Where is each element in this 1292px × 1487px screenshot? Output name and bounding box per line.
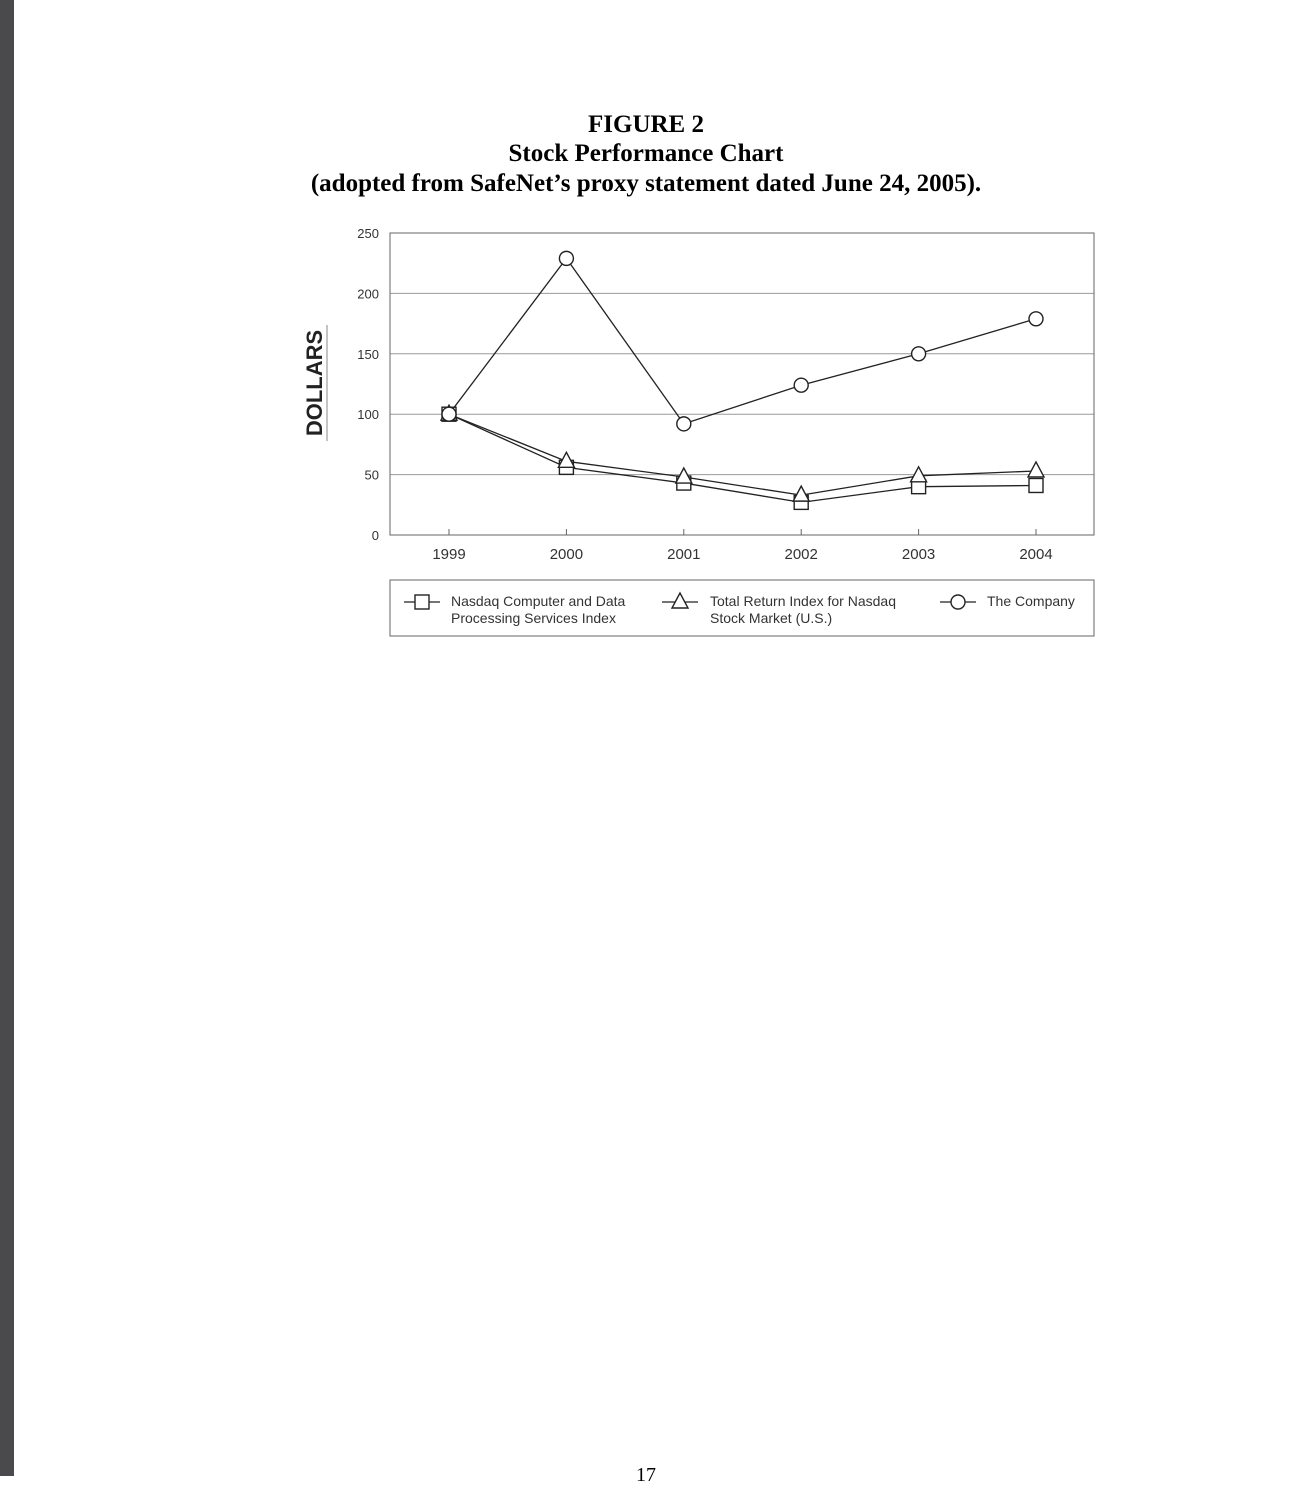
y-tick-label: 150 — [357, 346, 379, 362]
legend-label: Processing Services Index — [451, 610, 616, 626]
y-tick-label: 100 — [357, 407, 379, 423]
legend-label: Total Return Index for Nasdaq — [710, 593, 896, 609]
x-tick-label: 2000 — [549, 546, 584, 563]
legend-item-square — [404, 593, 626, 626]
x-tick-label: 2002 — [784, 546, 818, 563]
x-axis-ticks — [432, 529, 1052, 563]
legend-swatch-square — [415, 595, 429, 609]
legend-swatch-circle — [951, 595, 965, 609]
x-tick-label: 2004 — [1019, 546, 1053, 563]
legend-label: Stock Market (U.S.) — [710, 610, 833, 626]
y-axis-ticks — [357, 226, 379, 543]
chart-subtitle: (adopted from SafeNet’s proxy statement dated June 24, 2005). — [310, 170, 982, 197]
legend-item-circle — [940, 593, 1075, 609]
x-tick-label: 2001 — [667, 546, 701, 563]
chart-legend — [390, 580, 1094, 636]
series-line-circle — [449, 258, 1036, 423]
legend-label: Nasdaq Computer and Data — [451, 593, 626, 609]
legend-item-triangle — [662, 593, 896, 626]
page-number: 17 — [636, 1464, 656, 1486]
data-point-circle — [794, 378, 808, 392]
x-tick-label: 2003 — [901, 546, 936, 563]
data-point-square — [1029, 478, 1043, 492]
series-circle — [442, 251, 1043, 430]
y-tick-label: 200 — [357, 286, 379, 302]
chart-gridlines — [390, 293, 1094, 474]
series-square — [442, 407, 1043, 509]
chart-series — [441, 251, 1044, 509]
chart-title: Stock Performance Chart — [508, 140, 784, 167]
data-point-circle — [677, 417, 691, 431]
legend-swatch-triangle — [672, 593, 688, 608]
y-axis-label-group — [302, 325, 327, 441]
data-point-circle — [912, 347, 926, 361]
figure-label: FIGURE 2 — [588, 111, 704, 138]
y-tick-label: 50 — [364, 467, 379, 483]
y-tick-label: 0 — [371, 528, 379, 543]
data-point-circle — [442, 407, 456, 421]
data-point-triangle — [1028, 462, 1044, 477]
series-line-square — [449, 414, 1036, 502]
data-point-circle — [1029, 312, 1043, 326]
x-tick-label: 1999 — [432, 546, 466, 563]
y-tick-label: 250 — [357, 226, 379, 241]
y-axis-label: DOLLARS — [302, 329, 327, 437]
data-point-circle — [559, 251, 573, 265]
legend-label: The Company — [987, 593, 1075, 609]
plot-area-frame — [390, 233, 1094, 535]
